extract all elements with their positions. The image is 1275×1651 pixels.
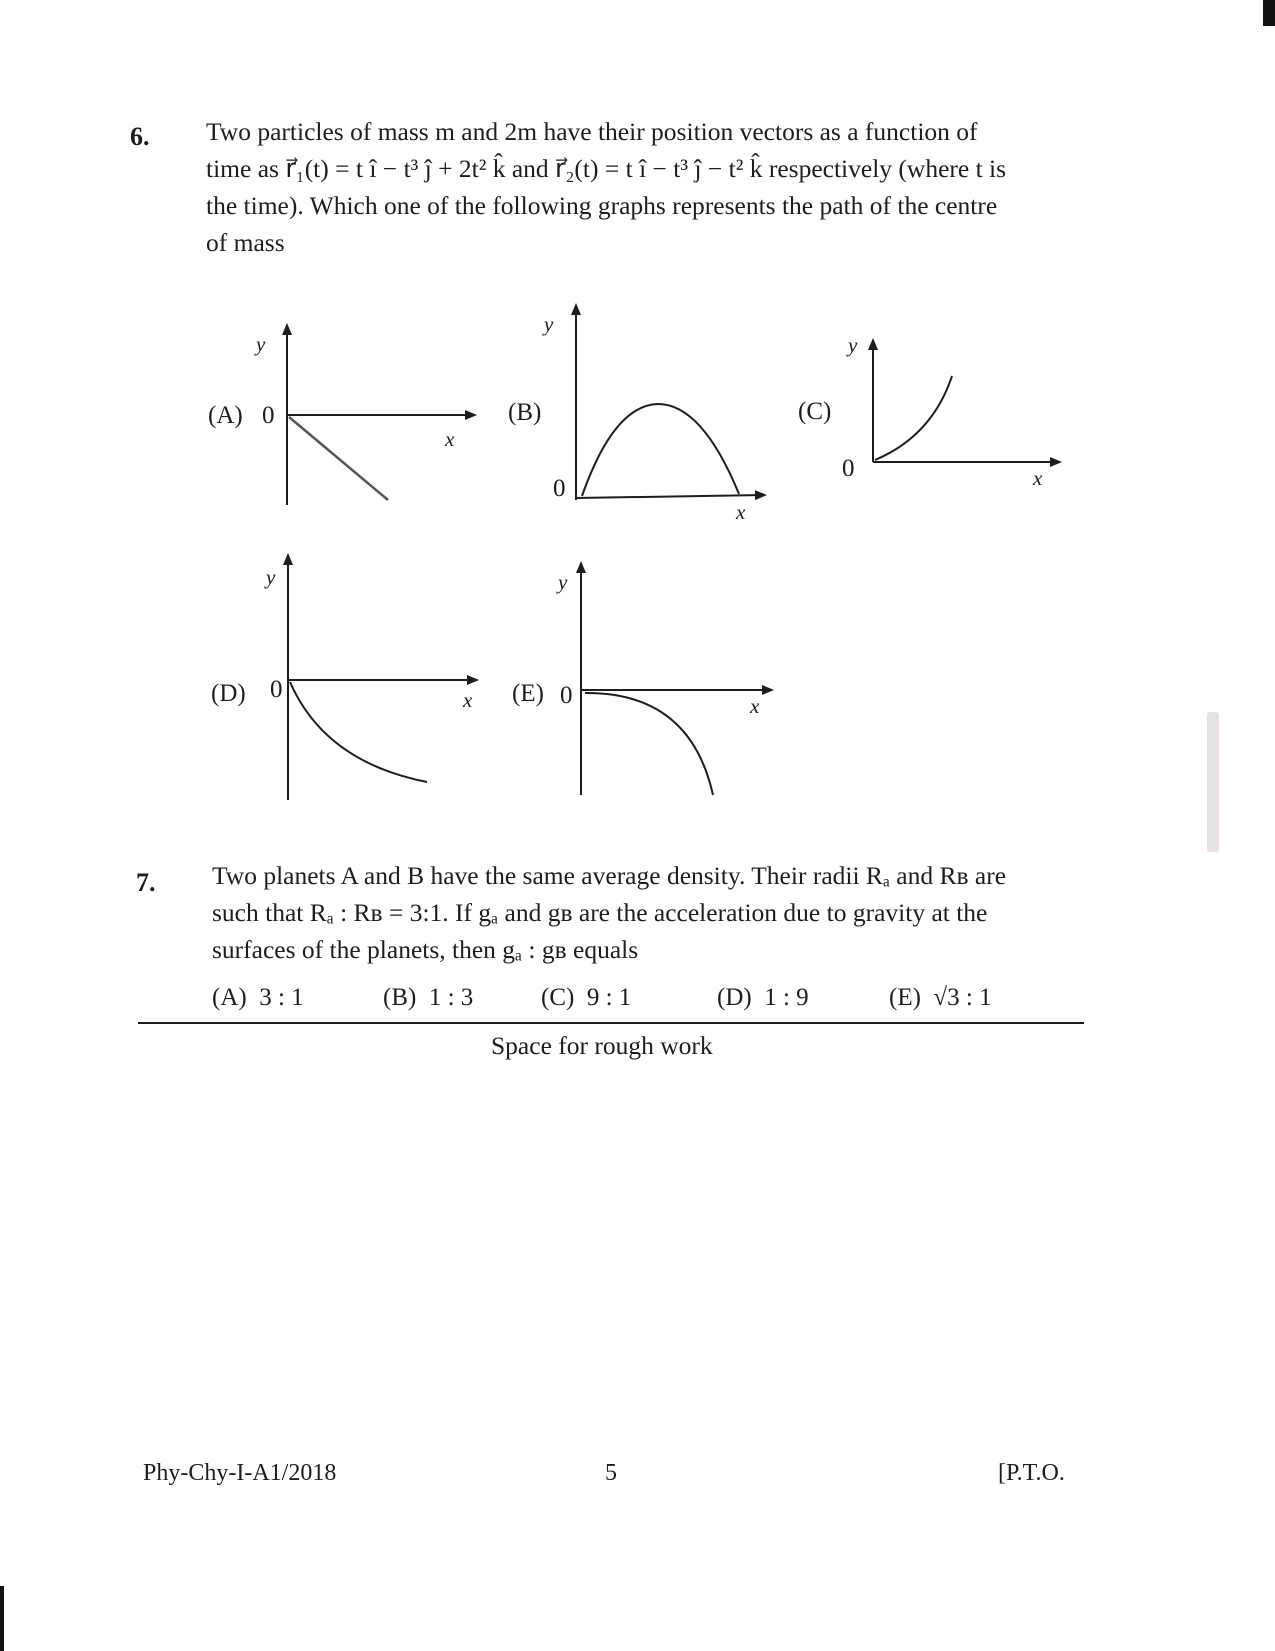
option-label: (A) [212, 984, 247, 1011]
footer-page-number: 5 [605, 1460, 617, 1486]
graph-a-y-label: y [256, 332, 266, 356]
graph-a-origin: 0 [262, 402, 275, 429]
graph-e-origin: 0 [560, 682, 573, 709]
question-6-line: of mass [206, 228, 285, 257]
question-7-option-c [541, 984, 631, 1012]
question-7-number: 7. [136, 868, 156, 897]
question-7-option-a [212, 984, 304, 1012]
graph-e [581, 563, 772, 795]
graph-e-label: (E) [512, 680, 544, 707]
question-6-line: the time). Which one of the following graphs represents the path of the centre [206, 191, 998, 220]
graph-a-label: (A) [208, 402, 243, 429]
question-6-line: time as r⃗₁(t) = t î − t³ ĵ + 2t² k̂ and r⃗₂(t) = t î − t³ ĵ − t² k̂ respectively (where t is [206, 154, 1007, 183]
option-label: (E) [889, 984, 921, 1011]
graph-c-x-label: x [1033, 466, 1043, 490]
graph-b-curve [582, 404, 739, 496]
question-6-line: Two particles of mass m and 2m have their position vectors as a function of [206, 117, 978, 146]
graph-c-curve [875, 376, 952, 460]
graph-b-origin: 0 [553, 475, 566, 502]
question-7-line: such that Rₐ : Rʙ = 3:1. If gₐ and gʙ are the acceleration due to gravity at the [212, 898, 988, 927]
graph-d-label: (D) [211, 680, 246, 707]
graph-c-label: (C) [798, 398, 832, 425]
rough-work-heading: Space for rough work [491, 1031, 713, 1060]
graph-d [288, 555, 477, 800]
option-value: 9 : 1 [586, 984, 632, 1011]
option-value: √3 : 1 [933, 984, 992, 1011]
graph-b-y-label: y [544, 312, 554, 336]
option-value: 3 : 1 [259, 984, 304, 1011]
graph-b-label: (B) [508, 399, 542, 426]
graph-d-y-label: y [266, 565, 276, 589]
footer-paper-code: Phy-Chy-I-A1/2018 [143, 1460, 337, 1486]
option-label: (D) [717, 984, 752, 1011]
graph-c [873, 340, 1060, 462]
question-7-option-d [717, 984, 809, 1012]
question-6-number: 6. [130, 122, 150, 151]
graph-d-x-label: x [463, 688, 473, 712]
question-7-option-e [889, 984, 992, 1012]
graph-c-origin: 0 [842, 455, 855, 482]
graph-a-curve [289, 417, 388, 500]
graph-c-y-label: y [848, 333, 858, 357]
graph-d-curve [290, 682, 427, 782]
question-7-line: surfaces of the planets, then gₐ : gʙ equals [212, 935, 639, 964]
option-value: 1 : 9 [764, 984, 809, 1011]
option-value: 1 : 3 [428, 984, 474, 1011]
graph-e-y-label: y [558, 570, 568, 594]
graph-b-x-axis [576, 495, 765, 498]
question-7-text [212, 857, 1082, 968]
option-label: (C) [541, 984, 575, 1011]
graph-a-x-label: x [445, 427, 455, 451]
option-label: (B) [383, 984, 417, 1011]
section-divider [138, 1022, 1084, 1024]
question-7-option-b [383, 984, 473, 1012]
graph-b-x-label: x [736, 500, 746, 524]
footer-pto: [P.T.O. [998, 1460, 1065, 1486]
graph-e-curve [585, 693, 713, 795]
graph-a [287, 325, 475, 505]
graph-e-x-label: x [750, 694, 760, 718]
question-7-line: Two planets A and B have the same average density. Their radii Rₐ and Rʙ are [212, 861, 1007, 890]
graph-d-origin: 0 [270, 676, 283, 703]
graph-b [576, 305, 765, 500]
